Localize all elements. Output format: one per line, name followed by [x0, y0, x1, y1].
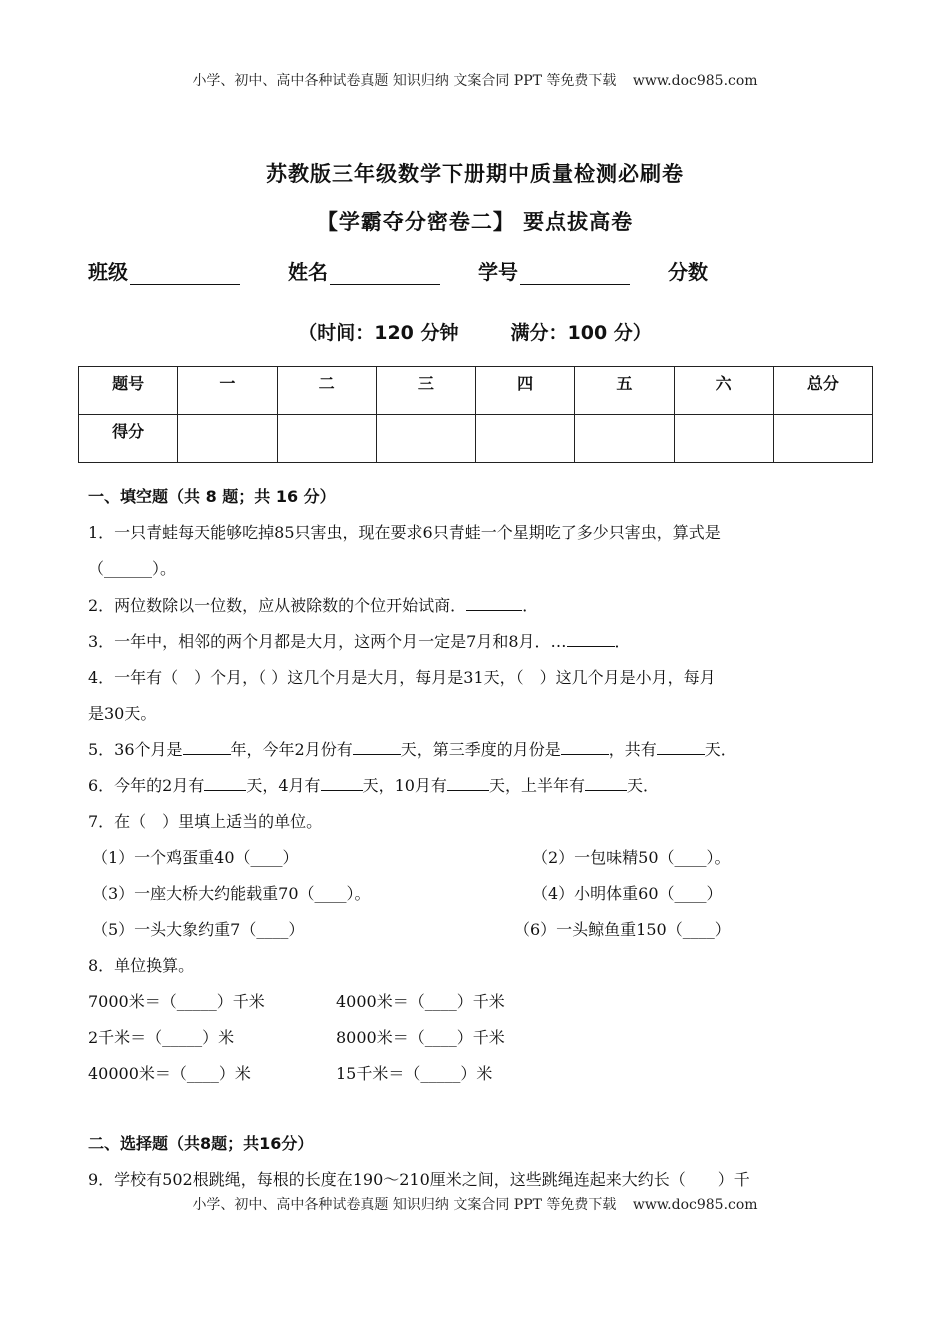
table-header-cell: 一	[178, 367, 277, 415]
question-7-item-4: （4）小明体重60（____）	[532, 884, 723, 903]
question-6-text-b: 天，4月有	[246, 776, 321, 795]
score-cell[interactable]	[476, 415, 575, 463]
question-5-text-e: 天．	[704, 740, 737, 759]
table-header-cell: 二	[277, 367, 376, 415]
table-header-cell: 六	[674, 367, 773, 415]
question-8: 8．单位换算。	[88, 956, 195, 975]
answer-blank[interactable]	[466, 596, 522, 611]
question-5	[88, 737, 737, 760]
banner-text: 小学、初中、高中各种试卷真题 知识归纳 文案合同 PPT 等免费下载	[192, 73, 617, 89]
question-8-item-6: 15千米＝（_____）米	[336, 1064, 493, 1083]
table-header-cell: 题号	[79, 367, 178, 415]
time-info	[0, 318, 950, 345]
banner-url[interactable]: www.doc985.com	[632, 73, 758, 89]
score-table	[78, 366, 873, 463]
table-header-cell: 三	[376, 367, 475, 415]
score-cell[interactable]	[376, 415, 475, 463]
question-6-text-a: 6．今年的2月有	[88, 776, 205, 795]
table-header-cell: 总分	[773, 367, 872, 415]
question-8-item-4: 8000米＝（____）千米	[336, 1028, 505, 1047]
score-table-row	[79, 415, 873, 463]
question-7-item-3: （3）一座大桥大约能载重70（____）。	[92, 884, 371, 903]
name-blank[interactable]	[330, 264, 440, 285]
question-6-text-c: 天，10月有	[362, 776, 447, 795]
banner-text: 小学、初中、高中各种试卷真题 知识归纳 文案合同 PPT 等免费下载	[192, 1197, 617, 1213]
id-blank[interactable]	[520, 264, 630, 285]
question-3-text: 3．一年中，相邻的两个月都是大月，这两个月一定是7月和8月．…	[88, 632, 567, 651]
question-8-item-1: 7000米＝（_____）千米	[88, 992, 265, 1011]
question-1: 1．一只青蛙每天能够吃掉85只害虫，现在要求6只青蛙一个星期吃了多少只害虫，算式是	[88, 523, 721, 542]
class-blank[interactable]	[130, 264, 240, 285]
header-banner	[0, 70, 950, 90]
question-7-item-5: （5）一头大象约重7（____）	[92, 920, 305, 939]
score-cell[interactable]	[575, 415, 674, 463]
score-label: 分数	[668, 260, 708, 284]
table-header-cell: 五	[575, 367, 674, 415]
score-field	[668, 256, 708, 285]
question-7: 7．在（ ）里填上适当的单位。	[88, 812, 323, 831]
answer-blank[interactable]	[585, 776, 627, 791]
id-field[interactable]	[478, 256, 630, 285]
answer-blank[interactable]	[321, 776, 363, 791]
score-table-header-row	[79, 367, 873, 415]
page-title: 苏教版三年级数学下册期中质量检测必刷卷	[266, 162, 684, 186]
question-4-cont: 是30天。	[88, 704, 157, 723]
question-8-item-2: 4000米＝（____）千米	[336, 992, 505, 1011]
id-label: 学号	[478, 260, 518, 284]
class-field[interactable]	[88, 256, 240, 285]
answer-blank[interactable]	[183, 740, 231, 755]
time-text: （时间：120 分钟	[298, 322, 459, 344]
question-8-item-5: 40000米＝（____）米	[88, 1064, 251, 1083]
score-cell[interactable]	[277, 415, 376, 463]
class-label: 班级	[88, 260, 128, 284]
question-6	[88, 773, 659, 796]
question-6-text-d: 天，上半年有	[488, 776, 585, 795]
footer-banner	[0, 1194, 950, 1214]
answer-blank[interactable]	[657, 740, 705, 755]
question-1-blank[interactable]: （______）。	[88, 559, 177, 578]
question-3: 3．一年中，相邻的两个月都是大月，这两个月一定是7月和8月．… ．	[88, 632, 631, 651]
full-score-text: 满分：100 分）	[510, 322, 652, 344]
score-cell[interactable]	[674, 415, 773, 463]
question-6-text-e: 天．	[626, 776, 659, 795]
question-5-text-d: ，共有	[608, 740, 657, 759]
question-5-text-c: 天，第三季度的月份是	[400, 740, 561, 759]
score-cell[interactable]	[773, 415, 872, 463]
score-cell[interactable]	[178, 415, 277, 463]
section-1-heading: 一、填空题（共 8 题；共 16 分）	[88, 487, 336, 506]
score-row-label: 得分	[79, 415, 178, 463]
table-header-cell: 四	[476, 367, 575, 415]
question-2-text: 2．两位数除以一位数，应从被除数的个位开始试商．	[88, 596, 467, 615]
question-5-text-b: 年，今年2月份有	[230, 740, 353, 759]
question-4: 4．一年有（ ）个月，（ ）这几个月是大月，每月是31天，（ ）这几个月是小月，每月	[88, 668, 716, 687]
question-8-item-3: 2千米＝（_____）米	[88, 1028, 235, 1047]
question-7-item-6: （6）一头鲸鱼重150（____）	[514, 920, 731, 939]
question-7-item-2: （2）一包味精50（____）。	[532, 848, 731, 867]
answer-blank[interactable]	[567, 632, 615, 647]
question-9: 9．学校有502根跳绳，每根的长度在190～210厘米之间，这些跳绳连起来大约长（ ）千	[88, 1170, 750, 1189]
answer-blank[interactable]	[561, 740, 609, 755]
name-field[interactable]	[288, 256, 440, 285]
answer-blank[interactable]	[204, 776, 246, 791]
page-subtitle: 【学霸夺分密卷二】 要点拔高卷	[316, 210, 634, 234]
answer-blank[interactable]	[353, 740, 401, 755]
question-7-item-1: （1）一个鸡蛋重40（____）	[92, 848, 299, 867]
question-2: 2．两位数除以一位数，应从被除数的个位开始试商． ．	[88, 596, 539, 615]
section-2-heading: 二、选择题（共8题；共16分）	[88, 1134, 314, 1153]
name-label: 姓名	[288, 260, 328, 284]
banner-url[interactable]: www.doc985.com	[632, 1197, 758, 1213]
question-5-text-a: 5．36个月是	[88, 740, 183, 759]
answer-blank[interactable]	[447, 776, 489, 791]
